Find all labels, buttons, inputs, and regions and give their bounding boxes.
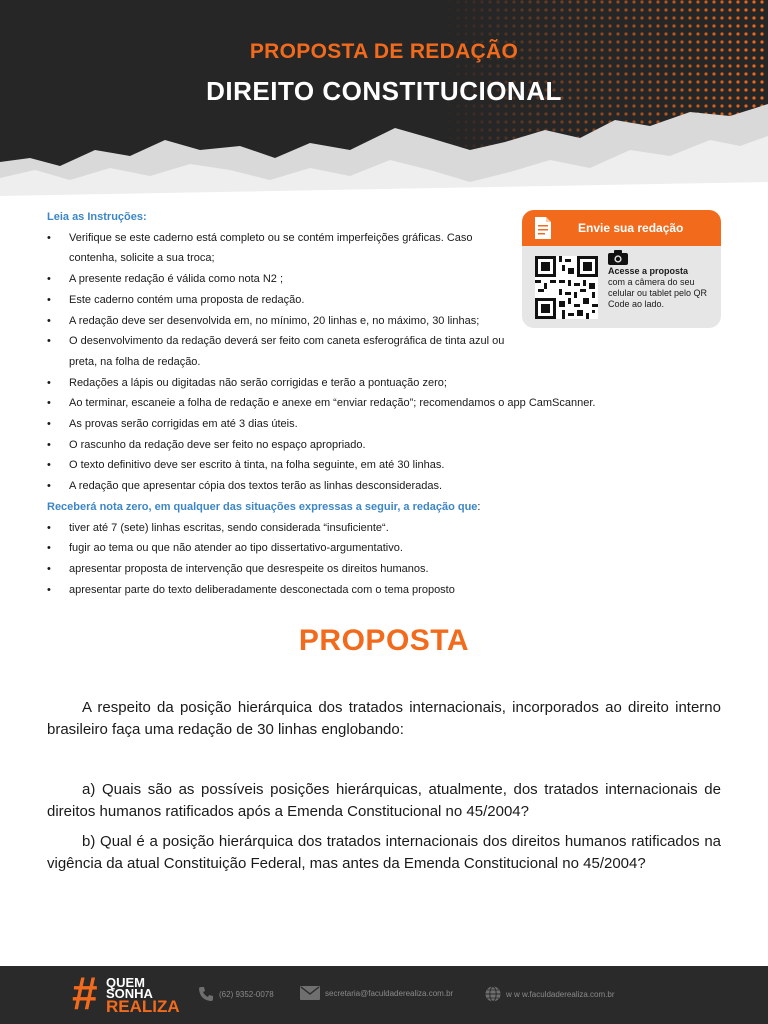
list-item: • A presente redação é válida como nota N2 ; [47,269,507,290]
instructions-section [47,207,687,600]
list-item: • A redação que apresentar cópia dos textos terão as linhas desconsideradas. [47,476,687,497]
zero-grade-colon: : [477,500,481,513]
phone-number: (62) 9352-0078 [219,989,274,999]
qr-instructions-rest: com a câmera do seu celular ou tablet pelo QR Code ao lado. [608,277,708,309]
footer-website [485,986,615,1002]
footer-phone [198,986,274,1002]
proposta-title: PROPOSTA [298,624,470,657]
footer-email [300,986,453,1000]
list-item: • Verifique se este caderno está completo ou se contém imperfeições gráficas. Caso contenha, solicite a sua troca; [47,228,507,269]
email-address: secretaria@faculdaderealiza.com.br [325,988,454,998]
website-url: w w w.faculdaderealiza.com.br [506,989,615,999]
header-title: DIREITO CONSTITUCIONAL [206,76,562,106]
list-item: • O desenvolvimento da redação deverá ser feito com caneta esferográfica de tinta azul ou preta, na folha de redação. [47,331,507,372]
list-item: • O texto definitivo deve ser escrito à tinta, na folha seguinte, em até 30 linhas. [47,455,687,476]
instructions-heading: Leia as Instruções: [47,211,147,223]
list-item: • Este caderno contém uma proposta de redação. [47,290,507,311]
qr-instructions-bold: Acesse a proposta [608,266,689,276]
list-item: • tiver até 7 (sete) linhas escritas, sendo considerada “insuficiente“. [47,518,687,539]
header-subtitle: PROPOSTA DE REDAÇÃO [249,40,519,63]
page-footer [0,966,768,1024]
page-header [0,0,768,205]
logo-hash: # [72,967,98,1019]
instructions-list-cont [47,373,687,497]
question-a: a) Quais são as possíveis posições hierárquicas, atualmente, dos tratados internacionais de direitos humanos ratificados após a Emenda Constitucional no 45/2004? [47,781,721,820]
logo-line3: REALIZA [106,997,180,1016]
list-item: • Ao terminar, escaneie a folha de redação e anexe em “enviar redação”; recomendamos o app CamScanner. [47,393,687,414]
mail-icon [300,986,320,1000]
proposta-questions [47,779,721,883]
list-item: • As provas serão corrigidas em até 3 dias úteis. [47,414,687,435]
zero-grade-heading-text: Receberá nota zero, em qualquer das situações expressas a seguir, a redação que [47,500,478,513]
proposta-intro: A respeito da posição hierárquica dos tratados internacionais, incorporados ao direito interno brasileiro faça uma redação de 30 linhas englobando: [47,699,721,738]
instructions-list [47,228,687,373]
zero-grade-heading [47,497,687,518]
zero-grade-list [47,518,687,601]
question-b: b) Qual é a posição hierárquica dos tratados internacionais dos direitos humanos ratificados na vigência da atual Constituição Federal, mas antes da Emenda Constitucional no 45/2004? [47,833,721,872]
submit-essay-label: Envie sua redação [578,221,684,235]
list-item: • apresentar parte do texto deliberadamente desconectada com o tema proposto [47,580,687,601]
list-item: • O rascunho da redação deve ser feito no espaço apropriado. [47,435,687,456]
list-item: • fugir ao tema ou que não atender ao tipo dissertativo-argumentativo. [47,538,687,559]
list-item: • A redação deve ser desenvolvida em, no mínimo, 20 linhas e, no máximo, 30 linhas; [47,311,507,332]
globe-icon [485,986,501,1002]
logo-line2: SONHA [106,986,153,1001]
proposta-intro-block [47,697,721,749]
logo-line1: QUEM [106,975,145,990]
list-item: • Redações a lápis ou digitadas não serão corrigidas e terão a pontuação zero; [47,373,687,394]
phone-icon [198,986,214,1002]
list-item: • apresentar proposta de intervenção que desrespeite os direitos humanos. [47,559,687,580]
